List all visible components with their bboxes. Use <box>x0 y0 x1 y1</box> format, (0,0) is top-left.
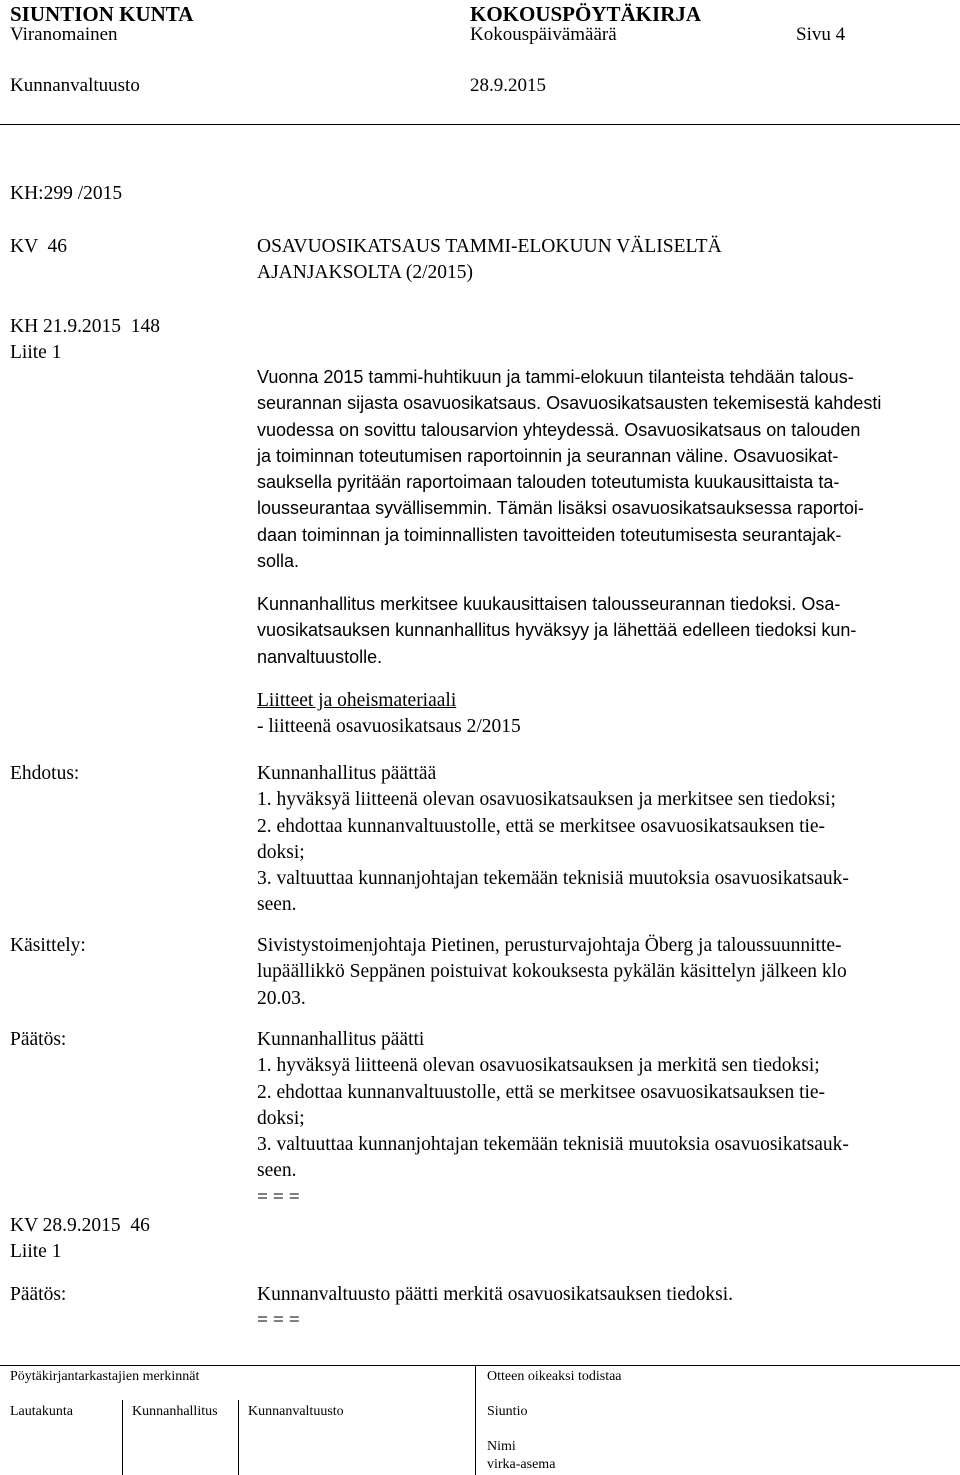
paragraph-line: vuodessa on sovittu talousarvion yhteydessä. Osavuosikatsaus on talouden <box>257 419 861 440</box>
attachment-item: - liitteenä osavuosikatsaus 2/2015 <box>257 716 521 738</box>
meeting-date-label: Kokouspäivämäärä <box>470 24 617 45</box>
proposal-text <box>257 761 849 919</box>
board-decision-text <box>257 1027 849 1211</box>
title-line: AJANJAKSOLTA (2/2015) <box>257 262 474 284</box>
decision-line: = = = <box>257 1186 300 1208</box>
decision-line: doksi; <box>257 1107 305 1129</box>
municipality-name: SIUNTION KUNTA <box>10 2 194 26</box>
attachments-section <box>257 688 521 741</box>
decision-line: 1. hyväksyä liitteenä olevan osavuosikatsauksen ja merkitä sen tiedoksi; <box>257 1055 820 1077</box>
kh-reference: KH:299 /2015 <box>10 183 123 204</box>
paragraph-line: Vuonna 2015 tammi-huhtikuun ja tammi-elokuun tilanteista tehdään talous- <box>257 367 854 387</box>
proposal-line: doksi; <box>257 841 305 863</box>
proposal-label: Ehdotus: <box>10 763 80 784</box>
decision-line: 3. valtuuttaa kunnanjohtajan tekemään teknisiä muutoksia osavuosikatsauk- <box>257 1134 849 1156</box>
header-rule <box>0 124 960 125</box>
attachment-reference: Liite 1 <box>10 342 62 363</box>
item-title <box>257 234 722 287</box>
decision-line: Kunnanvaltuusto päätti merkitä osavuosikatsauksen tiedoksi. <box>257 1284 734 1305</box>
decision-line: seen. <box>257 1160 297 1182</box>
footer-divider <box>122 1400 123 1475</box>
proposal-line: 1. hyväksyä liitteenä olevan osavuosikatsauksen ja merkitsee sen tiedoksi; <box>257 789 836 811</box>
paragraph-line: sauksella pyritään raportoimaan talouden toteutumista kuukausittaista ta- <box>257 472 840 493</box>
paragraph-line: lousseurantaa syvällisemmin. Tämän lisäksi osavuosikatsauksessa raportoi- <box>257 498 864 519</box>
footer-divider <box>238 1400 239 1475</box>
decision-line: 2. ehdottaa kunnanvaltuustolle, että se merkitsee osavuosikatsauksen tie- <box>257 1081 826 1103</box>
authority-name: Kunnanvaltuusto <box>10 75 140 96</box>
position-label: virka-asema <box>487 1457 556 1472</box>
paragraph-line: daan toiminnan ja toiminnallisten tavoitteiden toteutumisesta seurantajak- <box>257 524 842 545</box>
paragraph-line: ja toiminnan toteutumisen raportoinnin ja seurannan väline. Osavuosikat- <box>257 445 839 466</box>
handling-line: 20.03. <box>257 987 306 1009</box>
decision-line: = = = <box>257 1310 300 1332</box>
name-label: Nimi <box>487 1439 516 1454</box>
paragraph-line: Kunnanhallitus merkitsee kuukausittaisen talousseurannan tiedoksi. Osa- <box>257 594 841 614</box>
intro-paragraph <box>257 364 881 574</box>
attachments-heading: Liitteet ja oheismateriaali <box>257 690 457 711</box>
proposal-line: 3. valtuuttaa kunnanjohtajan tekemään teknisiä muutoksia osavuosikatsauk- <box>257 868 849 890</box>
handling-label: Käsittely: <box>10 935 86 956</box>
kv-date-reference: KV 28.9.2015 46 <box>10 1215 150 1236</box>
footer-rule <box>0 1365 960 1366</box>
meeting-date: 28.9.2015 <box>470 75 546 96</box>
kv-reference: KV 46 <box>10 236 68 257</box>
handling-text <box>257 933 847 1012</box>
kunnanvaltuusto-label: Kunnanvaltuusto <box>248 1404 344 1419</box>
title-line: OSAVUOSIKATSAUS TAMMI-ELOKUUN VÄLISELTÄ <box>257 236 722 257</box>
paragraph-line: solla. <box>257 551 300 572</box>
checkers-label: Pöytäkirjantarkastajien merkinnät <box>10 1369 200 1384</box>
place-label: Siuntio <box>487 1404 528 1419</box>
footer-divider <box>475 1365 476 1475</box>
lautakunta-label: Lautakunta <box>10 1404 73 1419</box>
proposal-line: 2. ehdottaa kunnanvaltuustolle, että se merkitsee osavuosikatsauksen tie- <box>257 815 826 837</box>
handling-line: lupäällikkö Seppänen poistuivat kokouksesta pykälän käsittelyn jälkeen klo <box>257 961 847 983</box>
decision-label: Päätös: <box>10 1029 67 1050</box>
kh-date-reference: KH 21.9.2015 148 <box>10 316 161 337</box>
attachment-reference: Liite 1 <box>10 1241 62 1262</box>
council-decision-text <box>257 1282 733 1335</box>
decision-line: Kunnanhallitus päätti <box>257 1029 425 1050</box>
paragraph-line: seurannan sijasta osavuosikatsaus. Osavuosikatsausten tekemisestä kahdesti <box>257 393 882 414</box>
paragraph-line: vuosikatsauksen kunnanhallitus hyväksyy ja lähettää edelleen tiedoksi kun- <box>257 620 857 641</box>
decision-label: Päätös: <box>10 1284 67 1305</box>
authority-label: Viranomainen <box>10 24 118 45</box>
proposal-line: seen. <box>257 894 297 916</box>
page-number: Sivu 4 <box>796 24 846 45</box>
proposal-line: Kunnanhallitus päättää <box>257 763 437 784</box>
document-type: KOKOUSPÖYTÄKIRJA <box>470 2 702 26</box>
board-note-paragraph <box>257 591 856 670</box>
handling-line: Sivistystoimenjohtaja Pietinen, perusturvajohtaja Öberg ja taloussuunnitte- <box>257 935 842 956</box>
kunnanhallitus-label: Kunnanhallitus <box>132 1404 218 1419</box>
certified-label: Otteen oikeaksi todistaa <box>487 1369 622 1384</box>
paragraph-line: nanvaltuustolle. <box>257 646 383 667</box>
